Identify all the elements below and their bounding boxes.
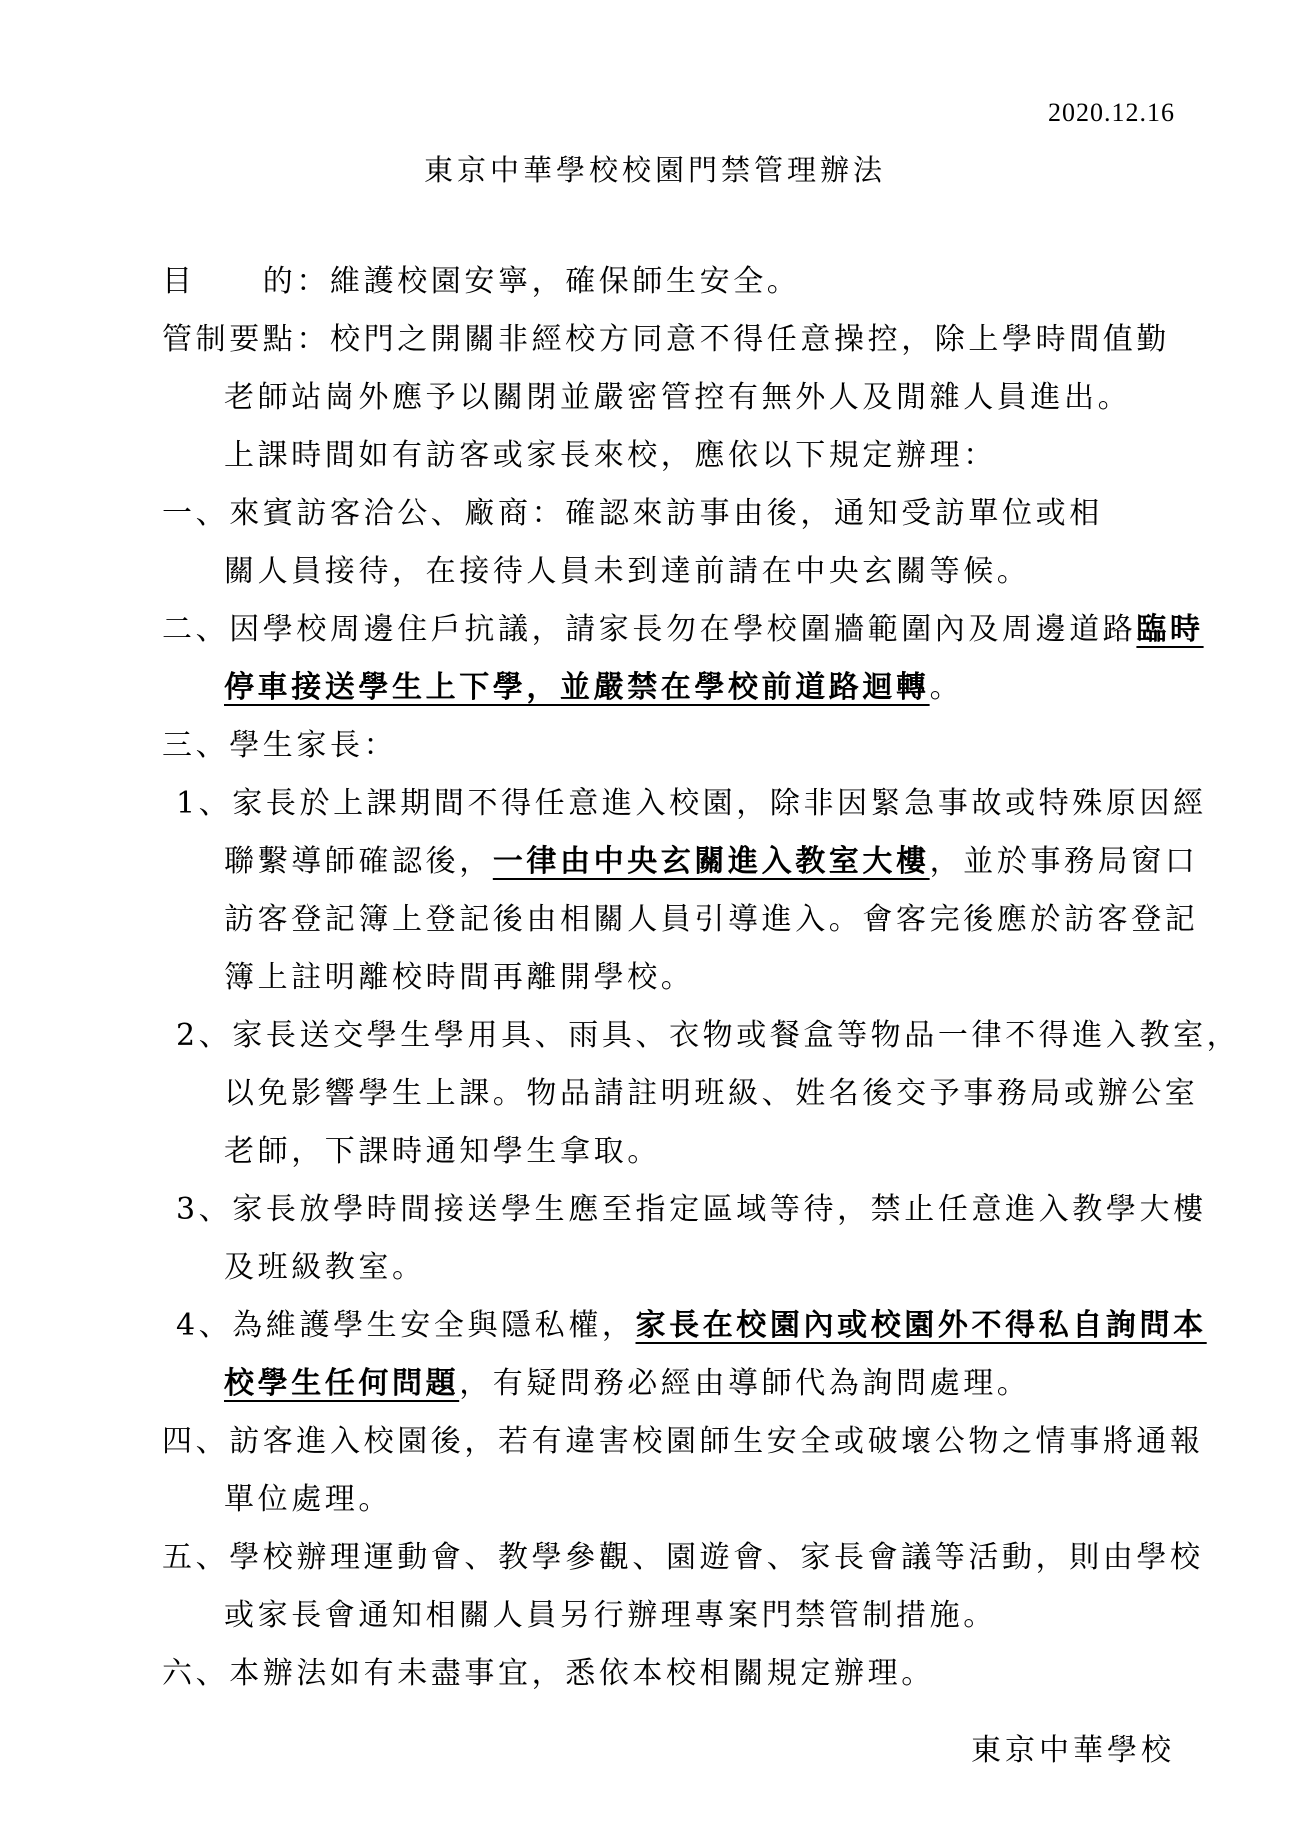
school-signature: 東京中華學校	[971, 1733, 1175, 1768]
control-line-1: 管制要點：校門之開關非經校方同意不得任意操控，除上學時間值勤	[162, 322, 1170, 357]
item-3-4-line-2: 校學生任何問題，有疑問務必經由導師代為詢問處理。	[224, 1366, 1031, 1401]
item-3-4-emphasis-start: 家長在校園內或校園外不得私自詢問本	[635, 1308, 1207, 1343]
item-3-3-line-2: 及班級教室。	[224, 1250, 426, 1285]
item-3-2-line-2: 以免影響學生上課。物品請註明班級、姓名後交予事務局或辦公室	[224, 1076, 1199, 1111]
item-3-3-line-1: 3、家長放學時間接送學生應至指定區域等待，禁止任意進入教學大樓	[176, 1192, 1207, 1227]
control-line-2: 老師站崗外應予以關閉並嚴密管控有無外人及閒雜人員進出。	[224, 380, 1132, 415]
purpose-line: 目 的：維護校園安寧，確保師生安全。	[162, 264, 801, 299]
item-5-line-1: 五、學校辦理運動會、教學參觀、園遊會、家長會議等活動，則由學校	[162, 1540, 1204, 1575]
item-3-heading: 三、學生家長：	[162, 728, 398, 763]
item-3-1-emphasis: 一律由中央玄關進入教室大樓	[492, 844, 930, 879]
item-1-line-2: 關人員接待，在接待人員未到達前請在中央玄關等候。	[224, 554, 1031, 589]
item-3-2-line-3: 老師，下課時通知學生拿取。	[224, 1134, 661, 1169]
item-2-line-1: 二、因學校周邊住戶抗議，請家長勿在學校圍牆範圍內及周邊道路臨時	[162, 612, 1204, 647]
item-4-line-1: 四、訪客進入校園後，若有違害校園師生安全或破壞公物之情事將通報	[162, 1424, 1204, 1459]
item-3-1-line-3: 訪客登記簿上登記後由相關人員引導進入。會客完後應於訪客登記	[224, 902, 1199, 937]
item-1-line-1: 一、來賓訪客洽公、廠商：確認來訪事由後，通知受訪單位或相	[162, 496, 1103, 531]
control-line-3: 上課時間如有訪客或家長來校，應依以下規定辦理：	[224, 438, 997, 473]
document-title: 東京中華學校校園門禁管理辦法	[423, 153, 886, 187]
document-date: 2020.12.16	[1048, 98, 1175, 127]
item-3-1-line-1: 1、家長於上課期間不得任意進入校園，除非因緊急事故或特殊原因經	[176, 786, 1207, 821]
item-2-line-2: 停車接送學生上下學，並嚴禁在學校前道路迴轉。	[224, 670, 964, 705]
item-3-4-line-1: 4、為維護學生安全與隱私權，家長在校園內或校園外不得私自詢問本	[176, 1308, 1207, 1343]
item-5-line-2: 或家長會通知相關人員另行辦理專案門禁管制措施。	[224, 1598, 997, 1633]
item-3-1-line-4: 簿上註明離校時間再離開學校。	[224, 960, 695, 995]
item-2-emphasis: 停車接送學生上下學，並嚴禁在學校前道路迴轉	[224, 670, 930, 705]
item-3-1-line-2: 聯繫導師確認後，一律由中央玄關進入教室大樓，並於事務局窗口	[224, 844, 1199, 879]
item-3-4-emphasis: 校學生任何問題	[224, 1366, 460, 1401]
item-6-line-1: 六、本辦法如有未盡事宜，悉依本校相關規定辦理。	[162, 1656, 935, 1691]
item-3-2-line-1: 2、家長送交學生學用具、雨具、衣物或餐盒等物品一律不得進入教室，	[176, 1018, 1241, 1053]
item-2-emphasis-start: 臨時	[1136, 612, 1204, 647]
item-4-line-2: 單位處理。	[224, 1482, 392, 1517]
